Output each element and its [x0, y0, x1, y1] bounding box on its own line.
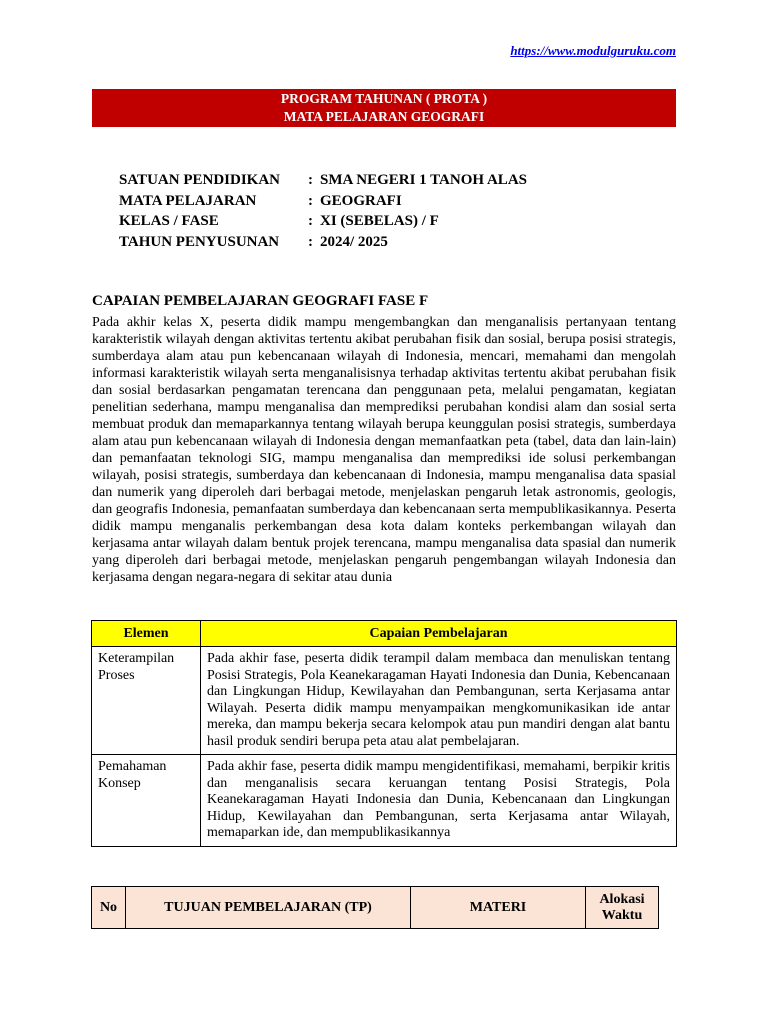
- school-info-table: [119, 170, 527, 252]
- website-link[interactable]: https://www.modulguruku.com: [510, 43, 676, 58]
- table-header-row: [92, 621, 677, 647]
- banner-title-line1: PROGRAM TAHUNAN ( PROTA ): [280, 91, 488, 106]
- column-header-alokasi-waktu: Alokasi Waktu: [586, 887, 659, 929]
- column-header-capaian: Capaian Pembelajaran: [201, 621, 677, 647]
- capaian-cell: Pada akhir fase, peserta didik terampil dalam membaca dan menuliskan tentang Posisi Strategis, Pola Keanekaragaman Hayati Indonesia dan Dunia, Kebencanaan dan Lingkungan Hidup, Kewilayahan dan Pembangunan, serta Kerjasama antar Wilayah. Peserta didik mampu menyampaikan mengkomunikasikan ide antar mereka, dan mampu bekerja secara kelompok atau pun mandiri dengan alat bantu hasil produk sendiri berupa peta atau alat pembelajaran.: [201, 647, 677, 755]
- info-row: [119, 191, 527, 212]
- column-header-tp: TUJUAN PEMBELAJARAN (TP): [126, 887, 411, 929]
- column-header-no: No: [92, 887, 126, 929]
- section-heading: CAPAIAN PEMBELAJARAN GEOGRAFI FASE F: [92, 293, 429, 309]
- info-label: TAHUN PENYUSUNAN: [119, 233, 280, 250]
- info-separator: :: [308, 192, 313, 209]
- table-row: [92, 755, 677, 847]
- info-row: [119, 170, 527, 191]
- info-separator: :: [308, 233, 313, 250]
- info-separator: :: [308, 213, 313, 229]
- table-header-row: [92, 887, 659, 929]
- info-value: 2024/ 2025: [320, 233, 388, 250]
- banner-title-line2: MATA PELAJARAN GEOGRAFI: [283, 109, 485, 124]
- table-row: [92, 647, 677, 755]
- info-label: MATA PELAJARAN: [119, 192, 257, 209]
- info-separator: :: [308, 172, 313, 188]
- info-value: XI (SEBELAS) / F: [320, 213, 439, 229]
- elemen-cell: Keterampilan Proses: [92, 647, 201, 755]
- column-header-elemen: Elemen: [92, 621, 201, 647]
- title-banner: [92, 89, 676, 127]
- column-header-materi: MATERI: [411, 887, 586, 929]
- info-row: [119, 211, 527, 232]
- capaian-cell: Pada akhir fase, peserta didik mampu mengidentifikasi, memahami, berpikir kritis dan menganalisis secara keruangan tentang Posisi Strategis, Pola Keanekaragaman Hayati Indonesia dan Dunia, Kebencanaan dan Lingkungan Hidup, Kewilayahan dan Pembangunan, serta Kerjasama antar Wilayah, memaparkan ide, dan mempublikasikannya: [201, 755, 677, 847]
- elemen-cell: Pemahaman Konsep: [92, 755, 201, 847]
- info-label: KELAS / FASE: [119, 213, 219, 229]
- info-value: SMA NEGERI 1 TANOH ALAS: [320, 172, 527, 188]
- info-value: GEOGRAFI: [320, 192, 402, 209]
- capaian-table: [91, 620, 677, 847]
- tujuan-pembelajaran-table: [91, 886, 659, 929]
- info-label: SATUAN PENDIDIKAN: [119, 172, 280, 188]
- section-paragraph: Pada akhir kelas X, peserta didik mampu mengembangkan dan menganalisis pertanyaan tentang karakteristik wilayah dengan aktivitas tertentu akibat perubahan fisik dan sosial, berupa posisi strategis, sumberdaya alam atau pun kebencanaan wilayah di Indonesia, mencari, memahami dan mengolah informasi karakteristik wilayah serta menganalisisnya terhadap aktivitas tertentu akibat perubahan fisik dan sosial berdasarkan pengamatan terencana dan penggunaan peta, melalui pengamatan, kegiatan penelitian sederhana, mampu menganalisa dan memprediksi perubahan kondisi alam dan sosial serta membuat produk dan memaparkannya tentang wilayah berupa keunggulan posisi strategis, sumberdaya alam atau pun kebencanaan wilayah di Indonesia dengan memanfaatkan peta (tabel, data dan lain-lain) dan pemanfaatan teknologi SIG, mampu menganalisa dan memprediksi ide solusi perkembangan wilayah, posisi strategis, sumberdaya dan kebencanaan di Indonesia, mampu menganalisa data spasial dan numerik yang diperoleh dari berbagai metode, menjelaskan pengaruh letak astronomis, geologis, dan geografis Indonesia, pemanfaatan sumberdaya dan kebencanaan serta mempublikasikannya. Peserta didik mampu menganalis perkembangan desa kota dalam konteks perkembangan wilayah dan kerjasama antar wilayah dalam bentuk projek terencana, mampu menganalisa data spasial dan numerik yang diperoleh dari berbagai metode, menjelaskan pengaruh pengembangan wilayah Indonesia dan kerjasama dengan negara-negara di sekitar atau dunia: [92, 315, 676, 585]
- info-row: [119, 232, 527, 253]
